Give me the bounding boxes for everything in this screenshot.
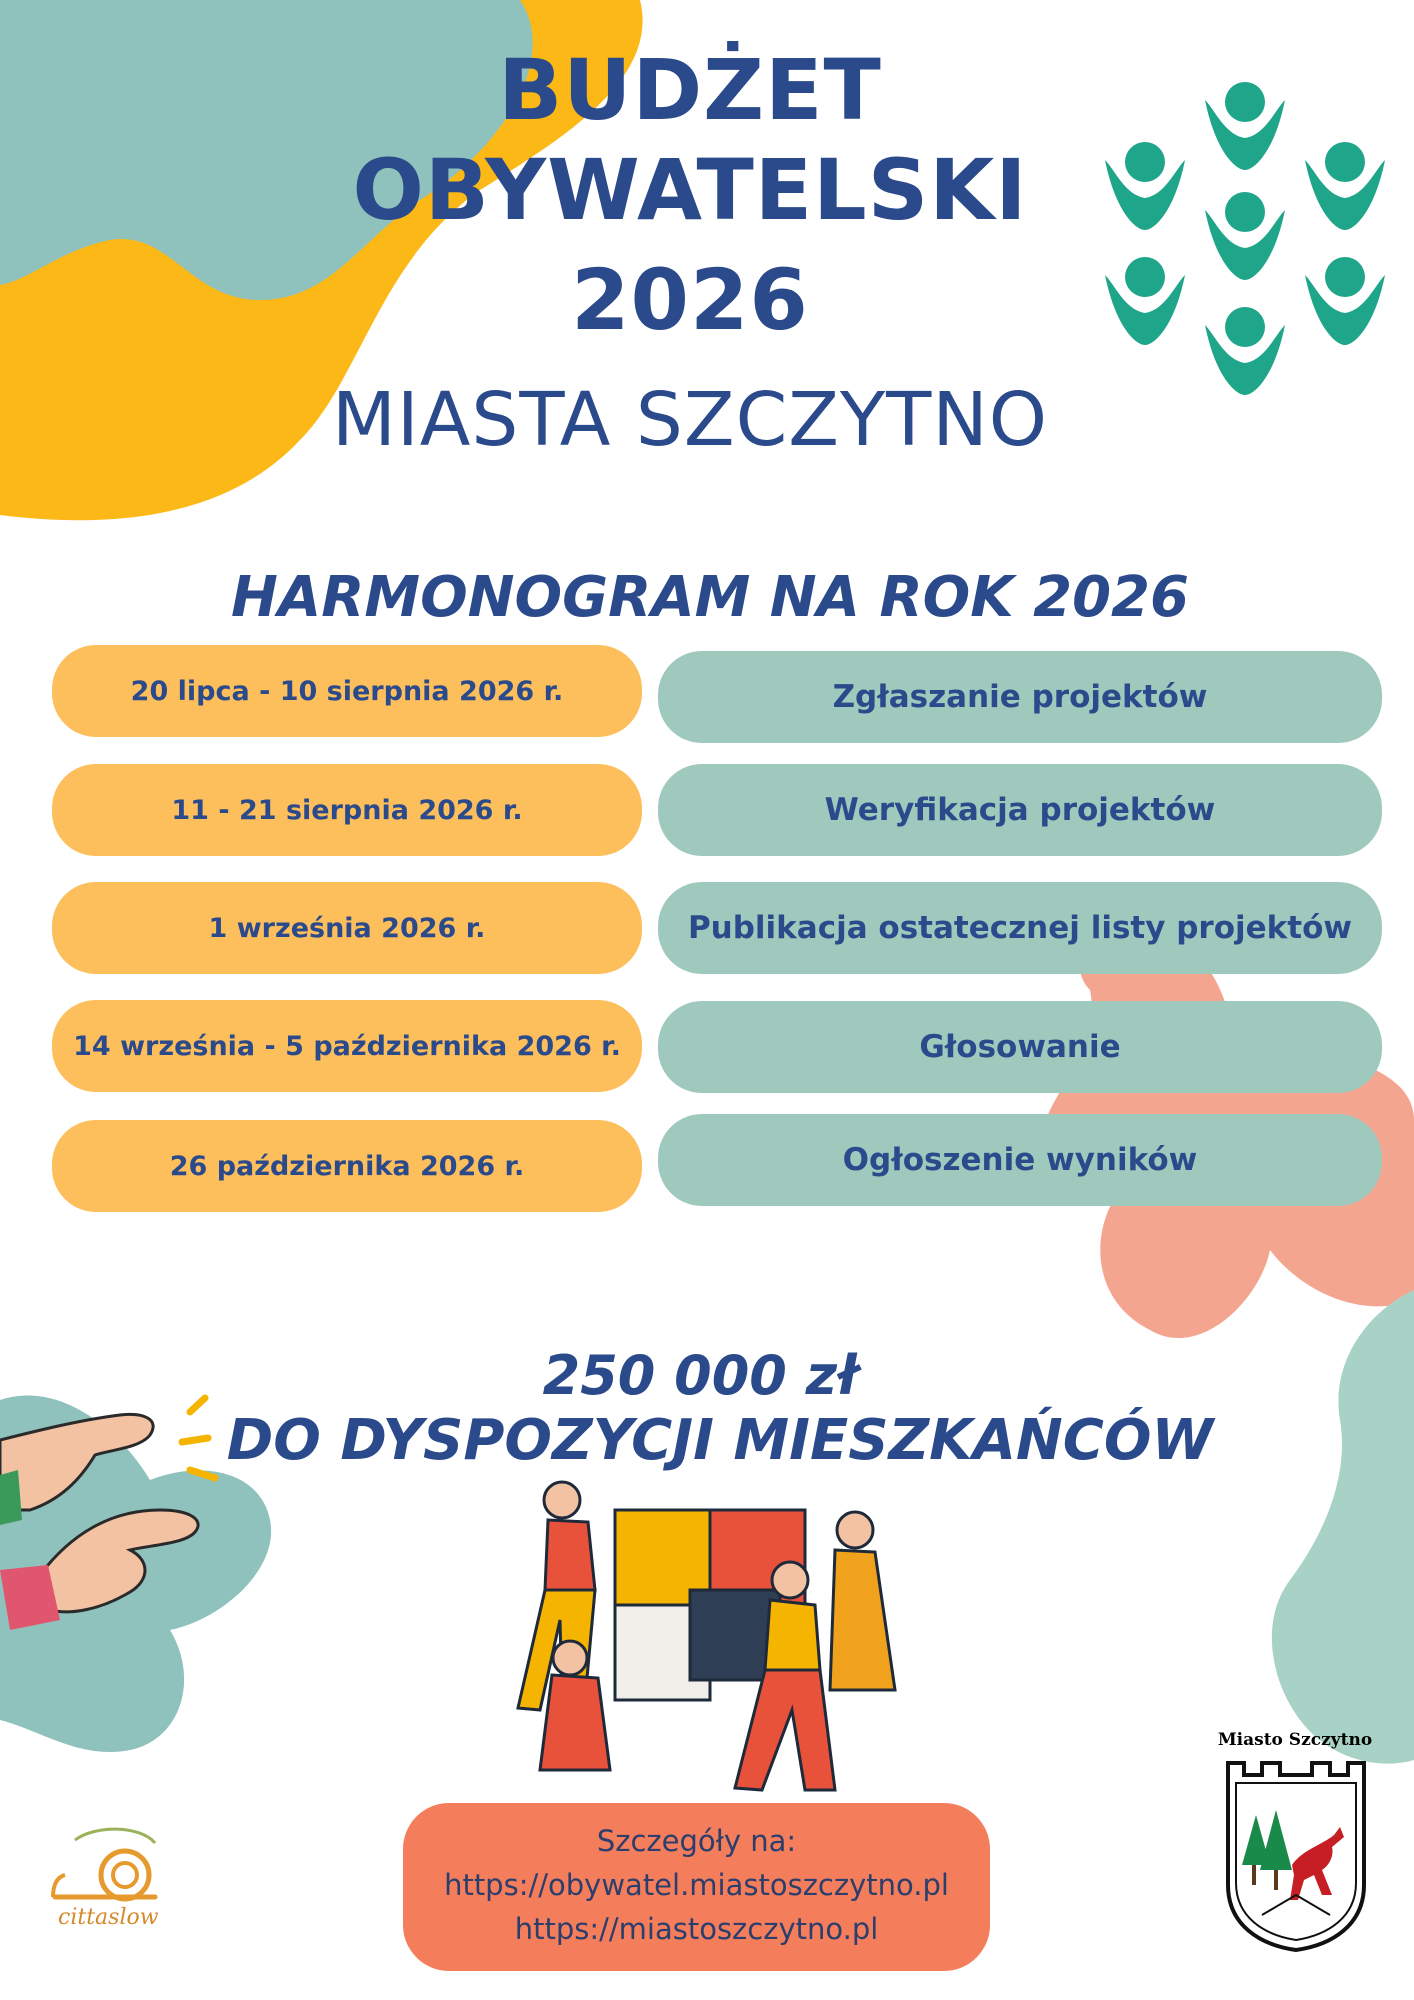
details-link-2[interactable]: https://miastoszczytno.pl: [514, 1912, 879, 1946]
snail-icon: [45, 1825, 175, 1910]
puzzle-team-icon: [500, 1470, 920, 1800]
title-line-1: BUDŻET: [498, 41, 882, 139]
schedule-activity: Głosowanie: [658, 1001, 1382, 1093]
title-line-4: MIASTA SZCZYTNO: [332, 377, 1048, 463]
schedule-heading: HARMONOGRAM NA ROK 2026: [231, 565, 1189, 630]
schedule-activity: Weryfikacja projektów: [658, 764, 1382, 856]
schedule-activity: Ogłoszenie wyników: [658, 1114, 1382, 1206]
budget-subtitle: DO DYSPOZYCJI MIESZKAŃCÓW: [226, 1408, 1214, 1473]
schedule-date: 20 lipca - 10 sierpnia 2026 r.: [52, 645, 642, 737]
budget-amount: 250 000 zł: [542, 1344, 858, 1407]
teal-blob-right: [1272, 1290, 1414, 1764]
details-box: [403, 1803, 990, 1971]
schedule-activity: Zgłaszanie projektów: [658, 651, 1382, 743]
schedule-date: 26 października 2026 r.: [52, 1120, 642, 1212]
title-line-2: OBYWATELSKI: [352, 141, 1028, 239]
title-line-3: 2026: [571, 251, 809, 349]
schedule-date: 11 - 21 sierpnia 2026 r.: [52, 764, 642, 856]
clapping-hands-icon: [0, 1360, 240, 1660]
details-label: Szczegóły na:: [596, 1824, 797, 1858]
details-link-1[interactable]: https://obywatel.miastoszczytno.pl: [444, 1868, 949, 1902]
city-crest-icon: [1222, 1755, 1370, 1955]
schedule-activity: Publikacja ostatecznej listy projektów: [658, 882, 1382, 974]
people-logo-icon: [1065, 80, 1385, 430]
crest-caption: Miasto Szczytno: [1217, 1730, 1373, 1750]
schedule-date: 14 września - 5 października 2026 r.: [52, 1000, 642, 1092]
cittaslow-text: cittaslow: [58, 1905, 159, 1930]
schedule-date: 1 września 2026 r.: [52, 882, 642, 974]
